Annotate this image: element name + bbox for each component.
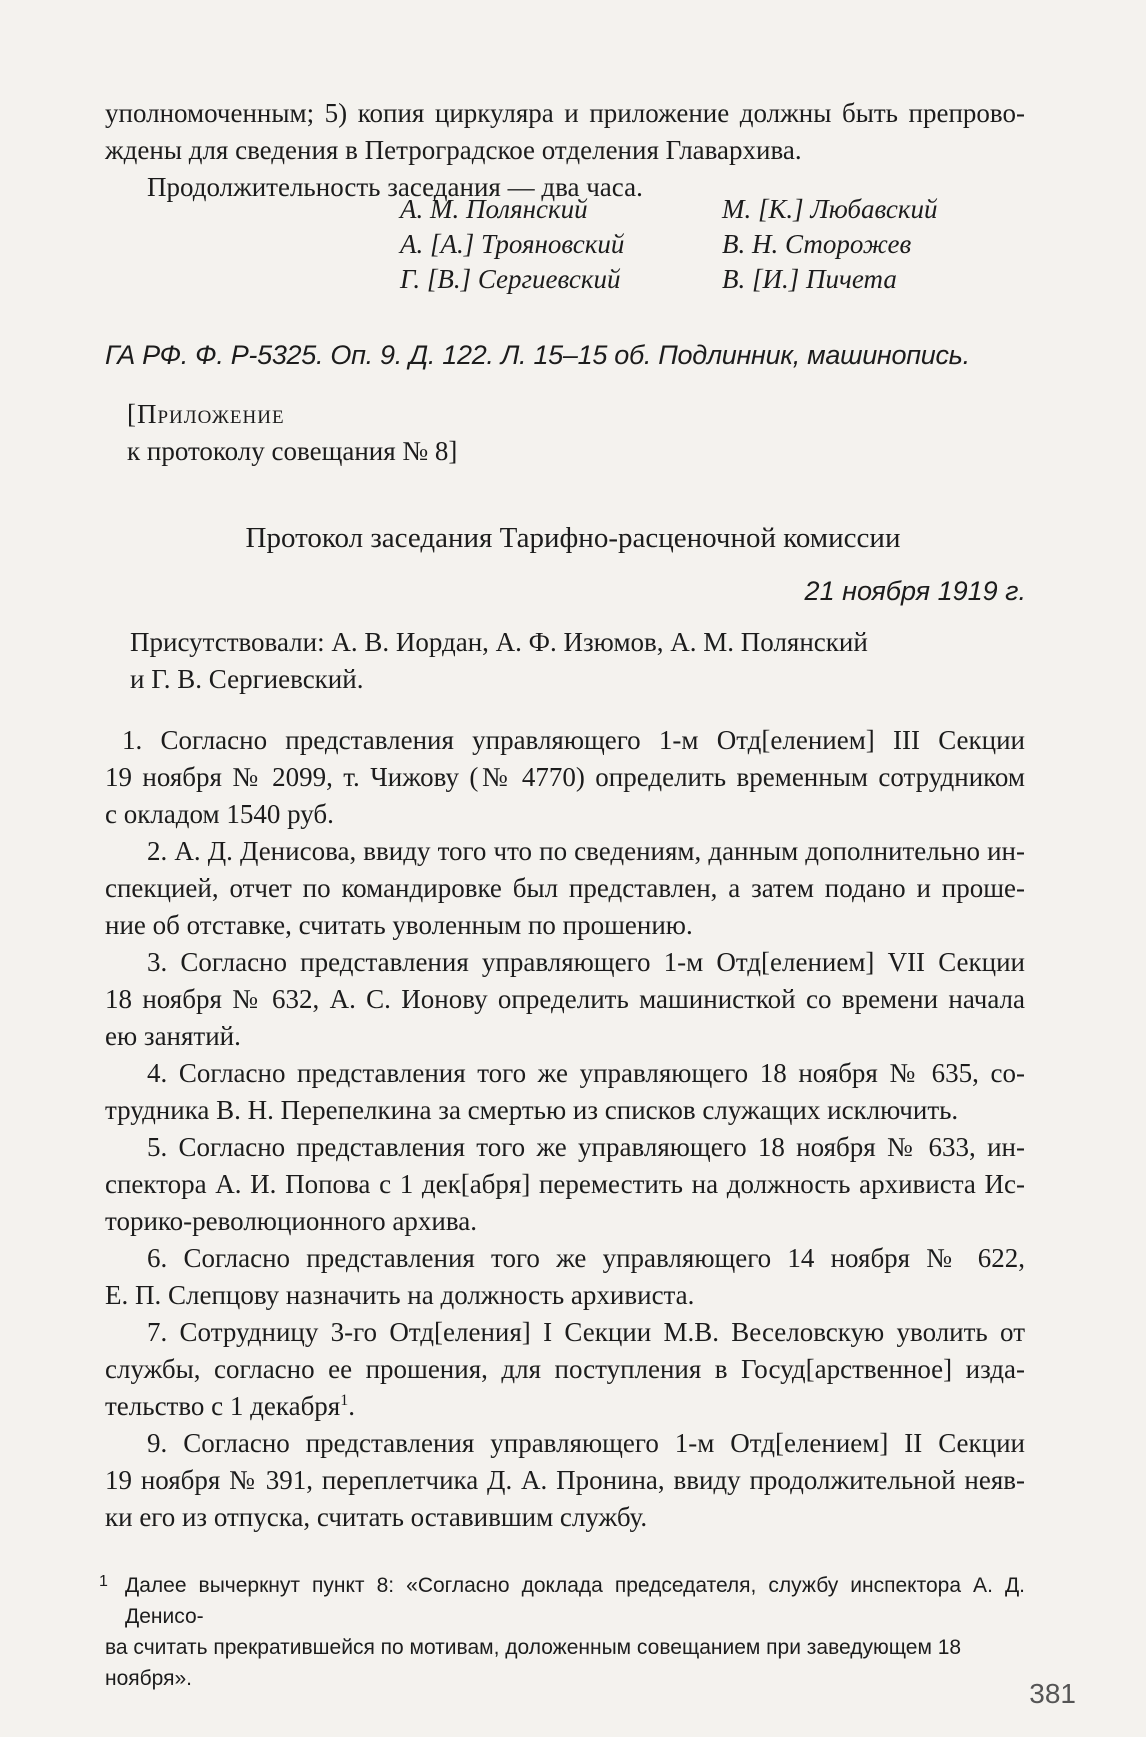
text-line: 19 ноября № 2099, т. Чижову (№ 4770) определить временным сотрудником — [105, 762, 1025, 792]
archival-source: ГА РФ. Ф. Р-5325. Оп. 9. Д. 122. Л. 15–15 об. Подлинник, машинопись. — [105, 340, 970, 370]
text-line: 1. Согласно представления управляющего 1-м Отд[елением] III Секции — [122, 725, 1025, 755]
signature: М. [К.] Любавский — [722, 194, 938, 224]
signature: А. [А.] Трояновский — [400, 229, 625, 259]
signature: В. [И.] Пичета — [722, 264, 897, 294]
text-line: 5. Согласно представления того же управляющего 18 ноября № 633, ин- — [147, 1132, 1025, 1162]
intro-paragraph — [105, 95, 1025, 206]
list-item — [105, 833, 1025, 944]
text-line: 4. Согласно представления того же управляющего 18 ноября № 635, со- — [147, 1058, 1025, 1088]
text-line: ждены для сведения в Петроградское отделения Главархива. — [105, 135, 802, 165]
list-item — [105, 944, 1025, 1055]
page-number: 381 — [1029, 1678, 1076, 1709]
list-item — [105, 1240, 1025, 1314]
text-line-part: тельство с 1 декабря — [105, 1391, 341, 1421]
signatures-right — [722, 192, 937, 297]
text-line: ние об отставке, считать уволенным по прошению. — [105, 910, 693, 940]
protocol-date: 21 ноября 1919 г. — [804, 576, 1026, 606]
text-line: и Г. В. Сергиевский. — [130, 664, 364, 694]
footnote-line: Далее вычеркнут пункт 8: «Согласно доклада председателя, службу инспектора А. Д. Денисо- — [125, 1574, 1025, 1628]
text-line: 7. Сотрудницу 3-го Отд[еления] I Секции М.В. Веселовскую уволить от — [147, 1317, 1025, 1347]
text-line: ки его из отпуска, считать оставившим службу. — [105, 1502, 648, 1532]
text-line: трудника В. Н. Перепелкина за смертью из списков служащих исключить. — [105, 1095, 959, 1125]
text-line: 3. Согласно представления управляющего 1-м Отд[елением] VII Секции — [147, 947, 1025, 977]
text-line: спектора А. И. Попова с 1 дек[абря] переместить на должность архивиста Ис- — [105, 1169, 1025, 1199]
duration-line: Продолжительность заседания — два часа. — [147, 172, 643, 202]
signature: А. М. Полянский — [400, 194, 588, 224]
appendix-label: [Приложение — [127, 399, 285, 429]
text-line: Присутствовали: А. В. Иордан, А. Ф. Изюмов, А. М. Полянский — [130, 627, 868, 657]
text-line: 18 ноября № 632, А. С. Ионову определить машинисткой со времени начала — [105, 984, 1025, 1014]
text-line: с окладом 1540 руб. — [105, 799, 334, 829]
signature: Г. [В.] Сергиевский — [400, 264, 621, 294]
text-line: тельство с 1 декабря$^1$. — [105, 1391, 355, 1421]
appendix-sub: к протоколу совещания № 8] — [127, 436, 458, 466]
list-item — [105, 1055, 1025, 1129]
text-line: 6. Согласно представления того же управляющего 14 ноября № 622, — [147, 1243, 1025, 1273]
footnote-line: ва считать прекратившейся по мотивам, доложенным совещанием при заведующем 18 ноября». — [105, 1636, 962, 1690]
text-line: 9. Согласно представления управляющего 1-м Отд[елением] II Секции — [147, 1428, 1025, 1458]
list-item — [105, 1314, 1025, 1425]
text-line: спекцией, отчет по командировке был представлен, а затем подано и проше- — [105, 873, 1025, 903]
list-item — [105, 1129, 1025, 1240]
signature: В. Н. Сторожев — [722, 229, 912, 259]
text-line: 2. А. Д. Денисова, ввиду того что по сведениям, данным дополнительно ин- — [147, 836, 1025, 866]
footnote — [99, 1570, 1025, 1694]
text-line: ею занятий. — [105, 1021, 241, 1051]
text-line: Е. П. Слепцову назначить на должность архивиста. — [105, 1280, 695, 1310]
footnote-ref[interactable]: 1 — [340, 1392, 349, 1409]
list-item — [105, 722, 1025, 833]
signatures-left — [400, 192, 624, 297]
protocol-items — [105, 722, 1025, 1536]
text-line: 19 ноября № 391, переплетчика Д. А. Пронина, ввиду продолжительной неяв- — [105, 1465, 1025, 1495]
text-line: службы, согласно ее прошения, для поступления в Госуд[арственное] изда- — [105, 1354, 1025, 1384]
footnote-marker: 1 — [99, 1573, 108, 1590]
text-line: уполномоченным; 5) копия циркуляра и приложение должны быть препрово- — [105, 98, 1025, 128]
list-item — [105, 1425, 1025, 1536]
protocol-title: Протокол заседания Тарифно-расценочной комиссии — [245, 522, 901, 554]
appendix-heading — [105, 396, 1025, 470]
text-line: торико-революционного архива. — [105, 1206, 477, 1236]
present-paragraph — [130, 624, 1025, 698]
